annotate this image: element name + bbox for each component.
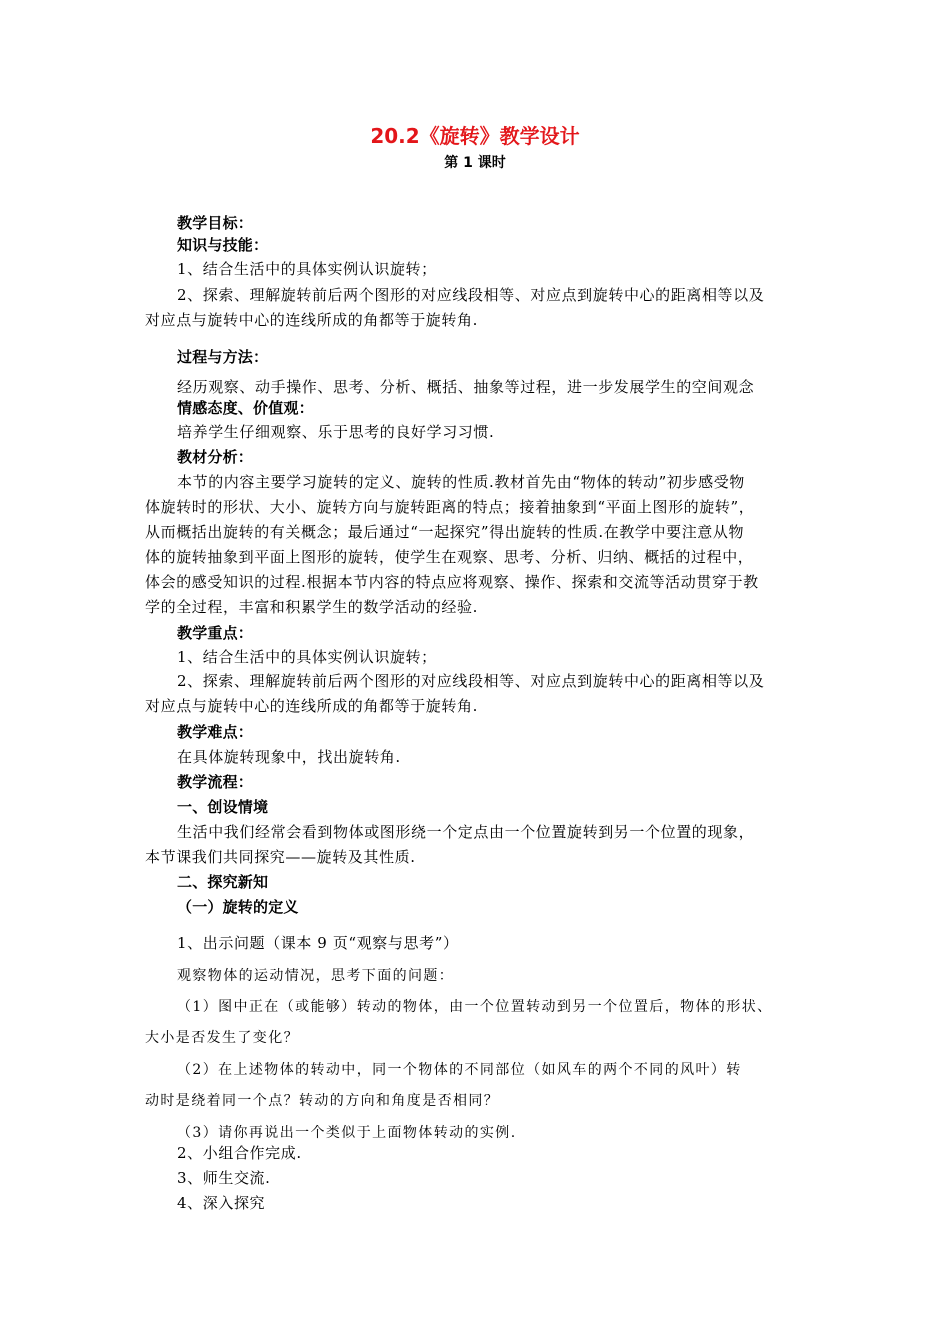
heading-rotation-definition: （一）旋转的定义 <box>177 898 299 916</box>
heading-create-situation: 一、创设情境 <box>177 798 269 816</box>
heading-teaching-goals: 教学目标： <box>177 214 254 232</box>
paragraph-line: 观察物体的运动情况，思考下面的问题： <box>177 968 455 984</box>
paragraph-line: 在具体旋转现象中，找出旋转角. <box>177 748 401 766</box>
paragraph-line: 1、出示问题（课本 9 页“观察与思考”） <box>177 934 459 952</box>
paragraph-line: 3、师生交流. <box>177 1169 271 1187</box>
title-section-number: 20.2 <box>370 124 420 148</box>
paragraph-line: 对应点与旋转中心的连线所成的角都等于旋转角. <box>145 311 478 329</box>
paragraph-line: 从而概括出旋转的有关概念；最后通过“一起探究”得出旋转的性质.在教学中要注意从物 <box>145 523 745 541</box>
paragraph-line: 生活中我们经常会看到物体或图形绕一个定点由一个位置旋转到另一个位置的现象， <box>177 823 755 841</box>
paragraph-line: 2、小组合作完成. <box>177 1144 302 1162</box>
heading-key-points: 教学重点： <box>177 624 254 642</box>
paragraph-line: 本节课我们共同探究——旋转及其性质. <box>145 848 416 866</box>
title-text: 《旋转》教学设计 <box>419 124 580 148</box>
paragraph-line: 1、结合生活中的具体实例认识旋转； <box>177 648 437 666</box>
paragraph-line: 1、结合生活中的具体实例认识旋转； <box>177 260 437 278</box>
paragraph-line: 本节的内容主要学习旋转的定义、旋转的性质.教材首先由“物体的转动”初步感受物 <box>177 473 745 491</box>
document-title <box>0 122 950 150</box>
paragraph-line: 2、探索、理解旋转前后两个图形的对应线段相等、对应点到旋转中心的距离相等以及 <box>177 286 765 304</box>
heading-teaching-flow: 教学流程： <box>177 773 254 791</box>
paragraph-line: （2）在上述物体的转动中，同一个物体的不同部位（如风车的两个不同的风叶）转 <box>177 1062 742 1078</box>
paragraph-line: 学的全过程，丰富和积累学生的数学活动的经验. <box>145 598 478 616</box>
heading-attitude-values: 情感态度、价值观： <box>177 399 314 417</box>
heading-textbook-analysis: 教材分析： <box>177 448 254 466</box>
heading-difficulties: 教学难点： <box>177 723 254 741</box>
heading-explore-new: 二、探究新知 <box>177 873 269 891</box>
paragraph-line: 2、探索、理解旋转前后两个图形的对应线段相等、对应点到旋转中心的距离相等以及 <box>177 672 765 690</box>
paragraph-line: 4、深入探究 <box>177 1194 266 1212</box>
paragraph-line: 动时是绕着同一个点？转动的方向和角度是否相同？ <box>145 1093 500 1109</box>
heading-process-method: 过程与方法： <box>177 348 269 366</box>
paragraph-line: 对应点与旋转中心的连线所成的角都等于旋转角. <box>145 697 478 715</box>
paragraph-line: 体会的感受知识的过程.根据本节内容的特点应将观察、操作、探索和交流等活动贯穿于教 <box>145 573 759 591</box>
paragraph-line: 培养学生仔细观察、乐于思考的良好学习习惯. <box>177 423 495 441</box>
paragraph-line: 经历观察、动手操作、思考、分析、概括、抽象等过程，进一步发展学生的空间观念 <box>177 378 755 396</box>
paragraph-line: （3）请你再说出一个类似于上面物体转动的实例. <box>177 1125 517 1141</box>
lesson-number: 第 1 课时 <box>444 155 506 171</box>
heading-knowledge-skills: 知识与技能： <box>177 236 269 254</box>
paragraph-line: 体旋转时的形状、大小、旋转方向与旋转距离的特点；接着抽象到“平面上图形的旋转”， <box>145 498 755 516</box>
paragraph-line: （1）图中正在（或能够）转动的物体，由一个位置转动到另一个位置后，物体的形状、 <box>177 999 773 1015</box>
paragraph-line: 体的旋转抽象到平面上图形的旋转，使学生在观察、思考、分析、归纳、概括的过程中， <box>145 548 754 566</box>
paragraph-line: 大小是否发生了变化？ <box>145 1030 299 1046</box>
